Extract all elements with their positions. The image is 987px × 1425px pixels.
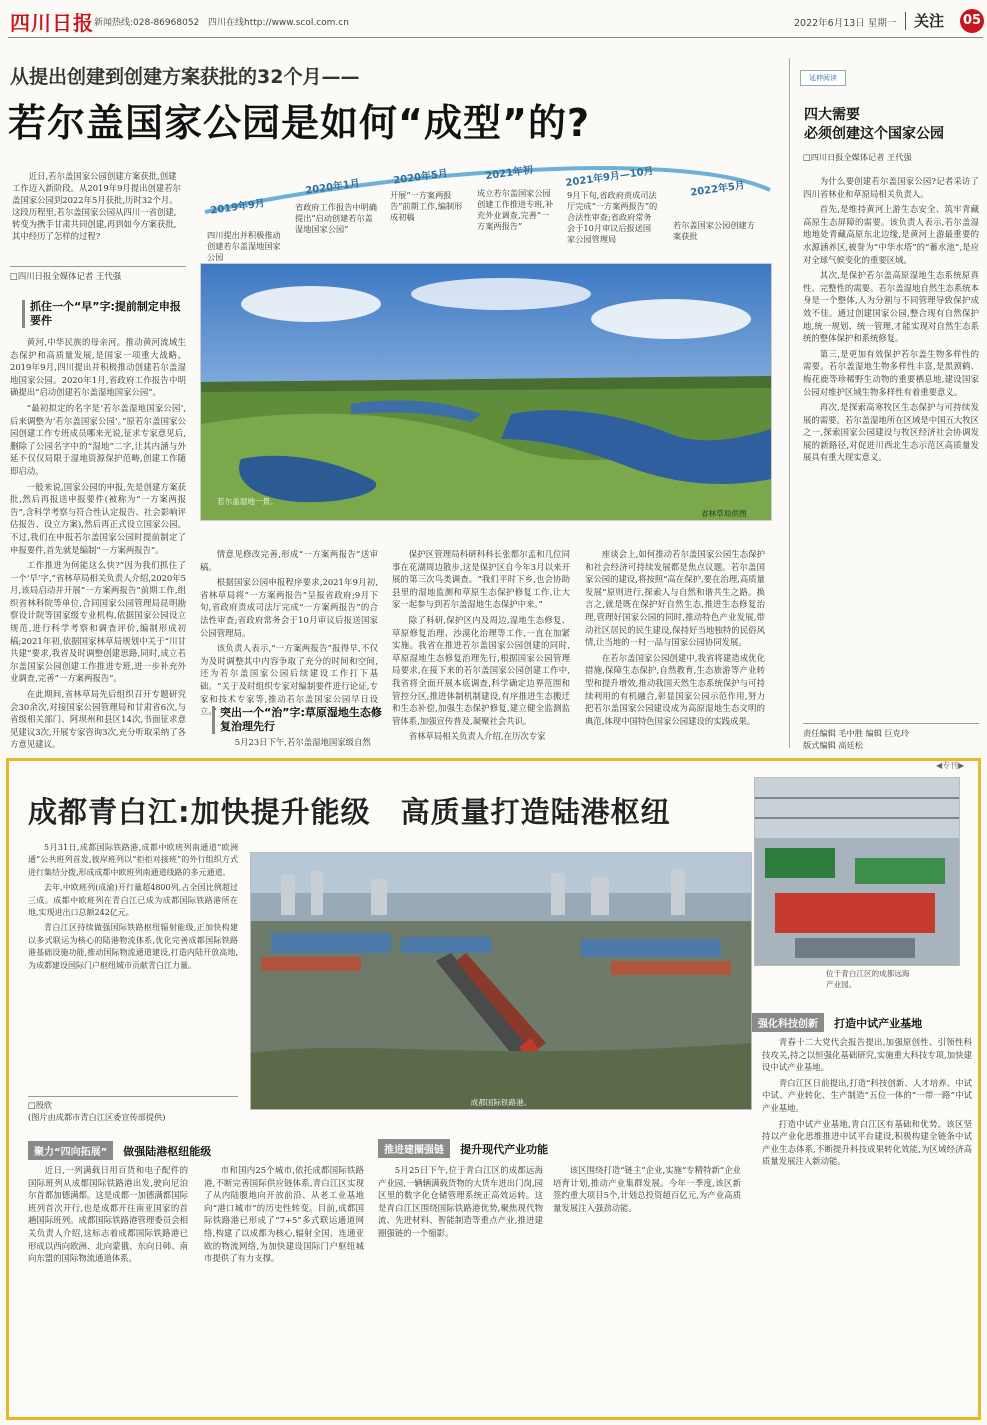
paragraph: 青白江区日前提出,打造“科技创新、人才培养、中试中试、产业转化、生产制造”五位一体的“一带一路”中试产业基地。 [762,1077,972,1113]
author-credit: □殷欣 [28,1100,53,1110]
section2-column-2 [553,1164,741,1412]
section-title: 做强陆港枢纽能级 [123,1145,212,1158]
timeline-text: 四川提出并积极推动创建若尔盖湿地国家公园 [207,230,281,262]
story-kicker: 从提出创建到创建方案获批的32个月—— [10,66,360,88]
story-headline: 若尔盖国家公园是如何“成型”的? [8,101,590,145]
section-name: 关注 [914,12,945,30]
advertorial-title: 成都青白江:加快提升能级 高质量打造陆港枢纽 [28,795,671,829]
story-column-3 [392,548,570,746]
sidebar-title-line: 四大需要 [804,107,860,123]
sidebar-byline: □四川日报全媒体记者 王代强 [803,152,912,162]
story-column-2 [200,548,378,717]
paragraph: 首先,是维持黄河上游生态安全、筑牢青藏高原生态屏障的需要。该负责人表示,若尔盖湿地地处青藏高原东北边缘,是黄河上游最重要的水源涵养区,被誉为“中华水塔”的“蓄水池”,是应对全球气候变化的重要区域。 [803,204,979,265]
paragraph: 5月25日下午,位于青白江区的成都远海产业园,一辆辆满载货物的大货车进出门岗,园区里的数字化仓储管理系统正高效运转。这是青白江区围绕国际铁路港优势,聚焦现代物流、先进材料、智能制造等重点产业,推进建圈强链的一个缩影。 [378,1165,543,1238]
photo-caption: 成都国际铁路港。 [470,1098,532,1107]
issue-date: 2022年6月13日 星期一 [794,18,897,29]
paragraph: 一般来说,国家公园的申报,先是创建方案获批,然后再报送申报要件(被称为“一方案两报告”,含科学考察与符合性认定报告、社会影响评估报告、设立方案),然后再正式设立国家公园。不过,我们在申报若尔盖国家公园时提前制定了申报要件,首先就是编制“一方案两报告”。 [10,481,186,555]
paragraph: 第三,是更加有效保护若尔盖生物多样性的需要。若尔盖湿地生物多样性丰富,是黑颈鹤、梅花鹿等珍稀野生动物的重要栖息地,建设国家公园对维护区域生物多样性有着重要意义。 [803,348,979,397]
section2-column-1 [378,1164,543,1412]
advertorial-lede [28,842,238,1092]
paragraph: 青春十二大党代会报告提出,加强原创性、引领性科技攻关,持之以恒强化基础研究,实施重大科技专项,加快建设中试产业基地。 [762,1037,972,1073]
editor-line: 版式编辑 高廷松 [803,740,863,750]
page-number-badge: 05 [960,9,984,33]
masthead [8,7,983,38]
timeline-date: 2020年5月 [392,168,449,187]
section-header-innovation [752,1012,962,1032]
industrial-park-photo [754,777,960,966]
subhead-governance: 突出一个“治”字:草原湿地生态修复治理先行 [212,706,385,734]
section1-column-2 [204,1164,364,1412]
timeline-text: 9月下旬,省政府责成司法厅完成“一方案两报告”的合法性审查;省政府常务会于10月审议后报送国家公园管理局 [567,190,658,244]
advertorial-tag: ◀专刊▶ [936,761,965,770]
paragraph: “最初拟定的名字是‘若尔盖湿地国家公园’,后来调整为‘若尔盖国家公园’。”原若尔盖国家公园创建工作专班成员哪来光说,征求专家意见后,删除了公园名字中的“湿地”二字,让其内涵与外延不仅仅局限于湿地资源保护范畴,创建工作随即启动。 [10,402,186,476]
news-hotline: 新闻热线:028-86968052 [94,18,200,28]
photo-credit: 省林草局供图 [701,509,747,518]
paragraph: 其次,是保护若尔盖高原湿地生态系统原真性、完整性的需要。若尔盖湿地自然生态系统本身是一个整体,人为分割与不同管理导致保护成效不佳。通过创建国家公园,整合现有自然保护地,统一规划、统一管理,才能实现对自然生态系统的整体保护和系统修复。 [803,270,979,344]
timeline-date: 2020年1月 [304,178,361,197]
paragraph: 除了科研,保护区内及周边,湿地生态修复、草原修复治理、沙漠化治理等工作,一直在加紧实施。我省在推进若尔盖国家公园创建的同时,草原湿地生态修复治理先行,根据国家公园管理局要求,在接下来的若尔盖国家公园创建工作中,我省将全面开展本底调查,科学确定边界范围和管控分区,推进体制机制建设,有序推进生态搬迁和生态补偿,加强生态保护修复,建立健全监测监管体系,加强宣传普及,凝聚社会共识。 [392,614,570,726]
timeline-text: 成立若尔盖国家公园创建工作推进专班,补充外业调查,完善“一方案两报告” [477,188,554,231]
website-link[interactable]: 四川在线http://www.scol.com.cn [208,18,349,28]
story-column-1 [10,336,186,750]
timeline-date: 2021年初 [484,164,534,183]
section-tag: 推进建圈强链 [378,1139,450,1158]
editor-credits [803,723,979,751]
paragraph: 该区围绕打造“链主”企业,实施“专精特新”企业培育计划,推动产业集群发展。今年一季度,该区新签约重大项目5个,计划总投资超百亿元,为产业高质量发展注入强劲动能。 [553,1165,741,1213]
paragraph: 省林草局相关负责人介绍,在历次专家 [408,731,546,742]
subhead-early: 抓住一个“早”字:提前制定申报要件 [22,300,190,328]
paragraph: 为什么要创建若尔盖国家公园?记者采访了四川省林业和草原局相关负责人。 [803,176,979,199]
paragraph: 5月23日下午,若尔盖湿地国家级自然 [234,737,371,747]
story-lede: 近日,若尔盖国家公园创建方案获批,创建工作迈入新阶段。从2019年9月提出创建若尔盖国家公园到2022年5月获批,历时32个月。这段历程里,若尔盖国家公园从四川一省创建,转变为携手甘肃共同创建,再到如今方案获批,其中经历了怎样的过程? [12,171,182,241]
advertorial-credits [28,1096,238,1123]
story-column-2-tail [218,736,378,750]
paragraph: 在此期间,省林草局先后组织召开专题研究会30余次,对接国家公园管理局和甘肃省6次,与省级相关部门、阿坝州和县区14次,书面征求意见建议3次,开展专家咨询3次,充分听取采纳了各方意见建议。 [10,689,186,750]
paragraph: 工作推进为何能这么快?“因为我们抓住了一个‘早’字,”省林草局相关负责人介绍,2020年5月,该局启动并开展“一方案两报告”前期工作,组织省林科院等单位,合同国家公园管理局昆明勘察设计院等国家级专业机构,依据国家公园设立规范,进行科学考察和调查评价,编制形成初稿;2021年初,依据国家林草局规划中关于“川甘共建”要求,我省及时调整创建思路,同时,成立若尔盖国家公园创建工作推进专班,进一步补充外业调查,完善“一方案两报告”。 [10,560,186,684]
paragraph: 座谈会上,如何推动若尔盖国家公园生态保护和社会经济可持续发展都是焦点议题。若尔盖国家公园的建设,将按照“高在保护,要在治理,高质量发展”原则进行,探索人与自然和谐共生之路。换言之,就是既在保护好自然生态,推进生态修复治理,管理好国家公园的同时,推动特色产业发展,带动社区居民的民生建设,保持好当地独特的民俗风情,让当地的一村一品与国家公园协同发展。 [585,549,765,648]
section-header-industry [378,1138,708,1158]
paragraph: 在若尔盖国家公园创建中,我省将建造成优化措施,保障生态保护,自然教育,生态旅游等产业转型和提升增效,推动我国天然生态系统保护与可持续利用的有机融合,彰显国家公园示范作用,努力把若尔盖国家公园建设成为高原湿地生态文明的典范,体现中国特色国家公园建设的实践成果。 [585,652,765,726]
paragraph: 黄河,中华民族的母亲河。推动黄河流域生态保护和高质量发展,是国家一项重大战略。2019年9月,四川提出并积极推动创建若尔盖湿地国家公园。2020年1月,省政府工作报告中明确提出“启动创建若尔盖湿地国家公园”。 [10,337,186,398]
paragraph: 再次,是探索高寒牧区生态保护与可持续发展的需要。若尔盖湿地所在区域是中国五大牧区之一,探索国家公园建设与牧区经济社会协调发展的新路径,对促进川西北生态示范区高质量发展具有重大现实意义。 [803,402,979,463]
paragraph: 近日,一列满载日用百货和电子配件的国际班列从成都国际铁路港出发,驶向尼泊尔首都加德满都。这是成都一加德满都国际班列首次开行,也是成都开往南亚国家的首趟国际班列。成都国际铁路港管理委员会相关负责人介绍,这标志着成都国际铁路港已形成以西向欧洲、北向蒙俄、东向日韩、南向东盟的国际物流通道体系。 [28,1165,188,1264]
section-tag: 聚力“四向拓展” [28,1141,113,1160]
paragraph: 青白江区持续做强国际铁路枢纽辐射能级,正加快构建以多式联运为核心的陆港物流体系,优化完善成都国际铁路港基础设施功能,推动国际物流通道建设,打造内陆开放高地,为成都建设国际门户枢纽城市贡献青白江力量。 [28,923,238,970]
story-byline: □四川日报全媒体记者 王代强 [10,266,186,282]
timeline-graphic [195,160,780,260]
sidebar-title [804,106,944,144]
paragraph: 该负责人表示,“一方案两报告”报得早,不仅为及时调整其中内容争取了充分的时间和空间,还为若尔盖国家公园后续建设工作打下基础。“关于及时组织专家对编制要件进行论证,专家和技术专家等,推动若尔盖国家公园早日设立。” [200,643,378,717]
paragraph: 市和国内25个城市,依托成都国际铁路港,不断完善国际供应链体系,青白江区实现了从内陆腹地向开放前沿、从老工业基地向“港口城市”的历史性转变。目前,成都国际铁路港已形成了“7+5”多式联运通道网络,构建了以成都为核心,辐射全国、连通亚欧的物流网络,为加快建设国际门户枢纽城市提供了有力支撑。 [204,1165,364,1264]
photo-caption: 位于青白江区的成都远海产业园。 [826,969,910,989]
sidebar-tag: 延伸阅读 [800,70,846,86]
timeline-text: 省政府工作报告中明确提出“启动创建若尔盖湿地国家公园” [295,202,377,234]
sidebar-body [803,175,979,715]
timeline-date: 2019年9月 [209,198,266,217]
section1-column-1 [28,1164,188,1412]
photo-credit: (图片由成都市青白江区委宣传部提供) [28,1112,166,1122]
section-header-hub [28,1140,358,1160]
section-title: 打造中试产业基地 [834,1017,923,1030]
timeline-date: 2022年5月 [689,180,746,199]
column-divider [789,58,790,748]
editor-line: 责任编辑 毛中胜 编辑 巨克玲 [803,728,910,738]
section-title: 提升现代产业功能 [460,1143,549,1156]
section3-body [762,1036,972,1412]
paragraph: 打造中试产业基地,青白江区有基础和优势。该区坚持以产业化思维推进中试平台建设,积极构建全链条中试产业生态体系,不断提升科技成果转化效能,为区域经济高质量发展注入新动能。 [762,1118,972,1167]
timeline-text: 若尔盖国家公园创建方案获批 [673,220,755,241]
header-divider [905,12,906,30]
paragraph: 去年,中欧班列(成渝)开行量超4800列,占全国比例超过三成。成都中欧班列在青白江已成为成都国际铁路港所在地,实现进出口总额242亿元。 [28,883,238,918]
section-tag: 强化科技创新 [752,1013,824,1032]
paragraph: 情意见修改完善,形成“一方案两报告”送审稿。 [200,549,378,572]
paragraph: 保护区管理局科研科科长张都尔孟和几位同事在花湖周边散步,这是保护区自今年3月以来开展的第三次鸟类调查。“我们平时下乡,也会协助县里的湿地监测和草原生态保护修复工作,让大家一起参与到若尔盖湿地生态保护中来。” [392,549,570,610]
photo-caption: 若尔盖湿地一景。 [217,497,278,506]
paragraph: 5月31日,成都国际铁路港,成都中欧班列南通道“欧洲通”公共班列首发,彼岸班列以“拒拒对接班”的外行组织方式进行集结分拨,形成成都中欧班列南通道线路的多元通道。 [28,843,238,877]
timeline-date: 2021年9月—10月 [564,165,655,190]
railway-port-icon [251,853,751,1109]
factory-floor-icon [755,778,959,965]
timeline-text: 开展“一方案两报告”前期工作,编制形成初稿 [390,190,463,222]
paragraph: 根据国家公园申报程序要求,2021年9月初,省林草局将“一方案两报告”呈报省政府;9月下旬,省政府责成司法厅完成“一方案两报告”的合法性审查;省政府常务会于10月审议后报送国家公园管理局。 [200,577,378,638]
wetland-landscape-icon [201,264,771,520]
story-column-4 [585,548,765,746]
newspaper-logo: 四川日报 [10,11,94,35]
railway-port-photo [250,852,752,1110]
wetland-photo [200,263,772,521]
sidebar-title-line: 必须创建这个国家公园 [804,126,944,142]
